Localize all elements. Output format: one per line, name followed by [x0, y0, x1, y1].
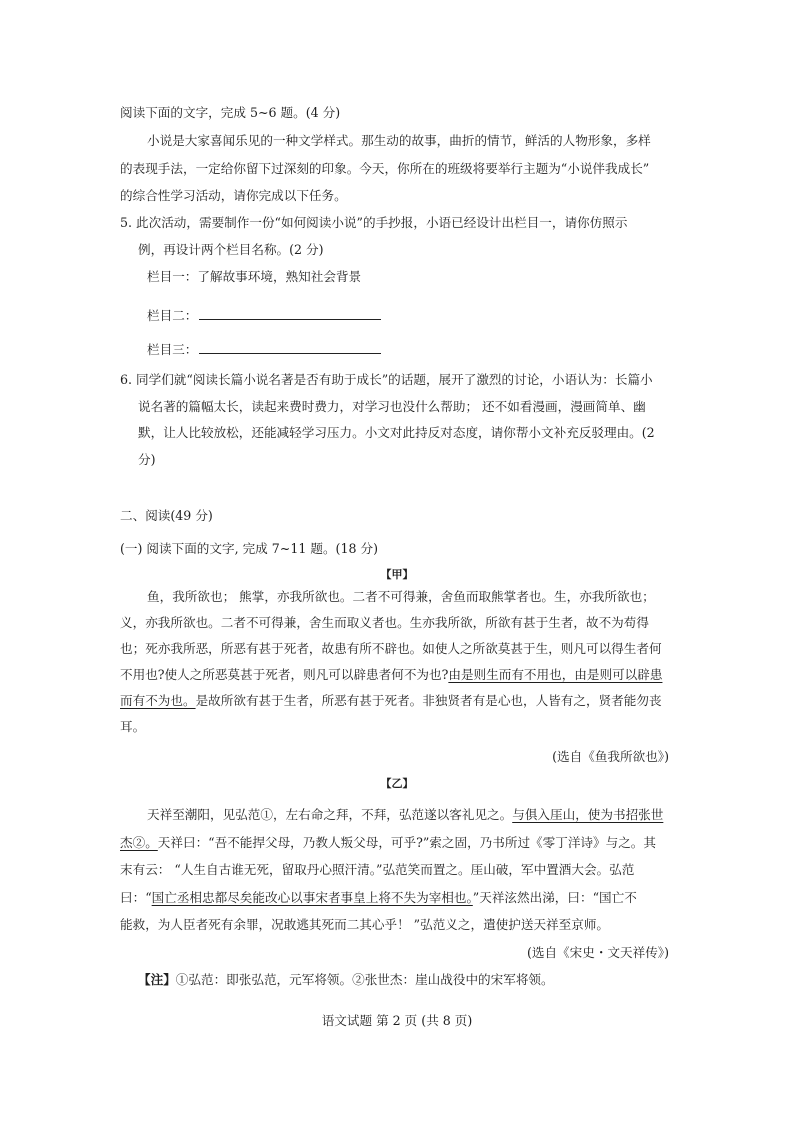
jia-line-2: 义，亦我所欲也。二者不可得兼，舍生而取义者也。生亦我所欲，所欲有甚于生者，故不为苟得	[120, 615, 649, 630]
yi-line-1	[147, 806, 663, 824]
passage-jia-label: 【甲】	[380, 568, 414, 581]
jia-underlined-sentence-part-2: 而有不为也。	[120, 693, 196, 708]
column-2-blank	[199, 307, 381, 320]
yi-line-5: 能救，为人臣者死有余罪，况敢逃其死而二其心乎！ ”弘范义之，遣使护送天祥至京师。	[120, 917, 610, 932]
yi-line-2-text: 天祥曰：“吾不能捍父母，乃教人叛父母，可乎?”索之固，乃书所过《零丁洋诗》与之。其	[157, 835, 656, 850]
question-6-line-1: 6. 同学们就“阅读长篇小说名著是否有助于成长”的话题，展开了激烈的讨论，小语认为：长篇小	[120, 372, 653, 387]
passage-yi-label: 【乙】	[380, 777, 414, 790]
yi-line-4-open: 曰：“	[120, 890, 152, 905]
jia-line-6: 耳。	[120, 719, 146, 734]
yi-underlined-sentence-part-2: 杰②。	[120, 835, 158, 850]
column-3-answer	[147, 341, 381, 359]
section-heading-reading: 二、阅读(49 分)	[120, 508, 213, 523]
column-2-answer	[147, 307, 381, 325]
yi-line-4	[120, 889, 637, 907]
question-5-line-1: 5. 此次活动，需要制作一份“如何阅读小说”的手抄报，小语已经设计出栏目一，请你仿照示	[120, 215, 628, 230]
jia-source: (选自《鱼我所欲也》)	[552, 749, 669, 764]
passage-line-3: 的综合性学习活动，请你完成以下任务。	[120, 188, 347, 203]
jia-line-4-text: 不用也?使人之所恶莫甚于死者，则凡可以辟患者何不为也?	[120, 667, 449, 682]
jia-line-4	[120, 666, 662, 684]
annotation-label: 【注】	[138, 972, 176, 987]
yi-line-4-text: ”天祥泫然出涕，曰：“国亡不	[472, 890, 637, 905]
yi-underlined-sentence-part-1: 与俱入厓山，使为书招张世	[512, 807, 664, 822]
column-1-example: 栏目一：了解故事环境，熟知社会背景	[147, 269, 362, 284]
passage-line-2: 的表现手法，一定给你留下过深刻的印象。今天，你所在的班级将要举行主题为“小说伴我成长”	[120, 161, 650, 176]
subsection-heading: (一) 阅读下面的文字, 完成 7~11 题。(18 分)	[120, 541, 379, 556]
jia-line-3: 也；死亦我所恶，所恶有甚于死者，故患有所不辟也。如使人之所欲莫甚于生，则凡可以得生者何	[120, 641, 662, 656]
question-6-line-3: 默，让人比较放松，还能减轻学习压力。小文对此持反对态度，请你帮小文补充反驳理由。(2	[138, 425, 655, 440]
column-3-label: 栏目三：	[147, 342, 198, 357]
annotation-text: ①弘范：即张弘范，元军将领。②张世杰：崖山战役中的宋军将领。	[175, 972, 554, 987]
yi-line-3: 末有云： “人生自古谁无死，留取丹心照汗清。”弘范笑而置之。厓山破，军中置酒大会。弘范	[120, 862, 635, 877]
yi-line-1-text: 天祥至潮阳，见弘范①，左右命之拜，不拜，弘范遂以客礼见之。	[147, 807, 513, 822]
page-footer: 语文试题 第 2 页 (共 8 页)	[321, 1013, 473, 1028]
column-3-blank	[199, 341, 381, 354]
column-2-label: 栏目二：	[147, 308, 198, 323]
jia-underlined-sentence-part-1: 由是则生而有不用也，由是则可以辟患	[448, 667, 663, 682]
yi-unpunctuated-sentence: 国亡丞相忠都尽矣能改心以事宋者事皇上将不失为宰相也。	[151, 890, 473, 905]
jia-line-5-text: 是故所欲有甚于生者，所恶有甚于死者。非独贤者有是心也，人皆有之，贤者能勿丧	[195, 693, 662, 708]
yi-source: (选自《宋史・文天祥传》)	[526, 945, 669, 960]
section-intro: 阅读下面的文字，完成 5~6 题。(4 分)	[120, 105, 341, 120]
annotation	[138, 971, 554, 989]
yi-line-2	[120, 834, 656, 852]
jia-line-5	[120, 692, 662, 710]
passage-line-1: 小说是大家喜闻乐见的一种文学样式。那生动的故事，曲折的情节，鲜活的人物形象，多样	[147, 133, 651, 148]
question-5-line-2: 例，再设计两个栏目名称。(2 分)	[138, 242, 324, 257]
question-6-line-2: 说名著的篇幅太长，读起来费时费力，对学习也没什么帮助； 还不如看漫画，漫画简单、幽	[138, 399, 646, 414]
jia-line-1: 鱼，我所欲也； 熊掌，亦我所欲也。二者不可得兼，舍鱼而取熊掌者也。生，亦我所欲也；	[147, 589, 655, 604]
question-6-line-4: 分)	[138, 452, 156, 467]
